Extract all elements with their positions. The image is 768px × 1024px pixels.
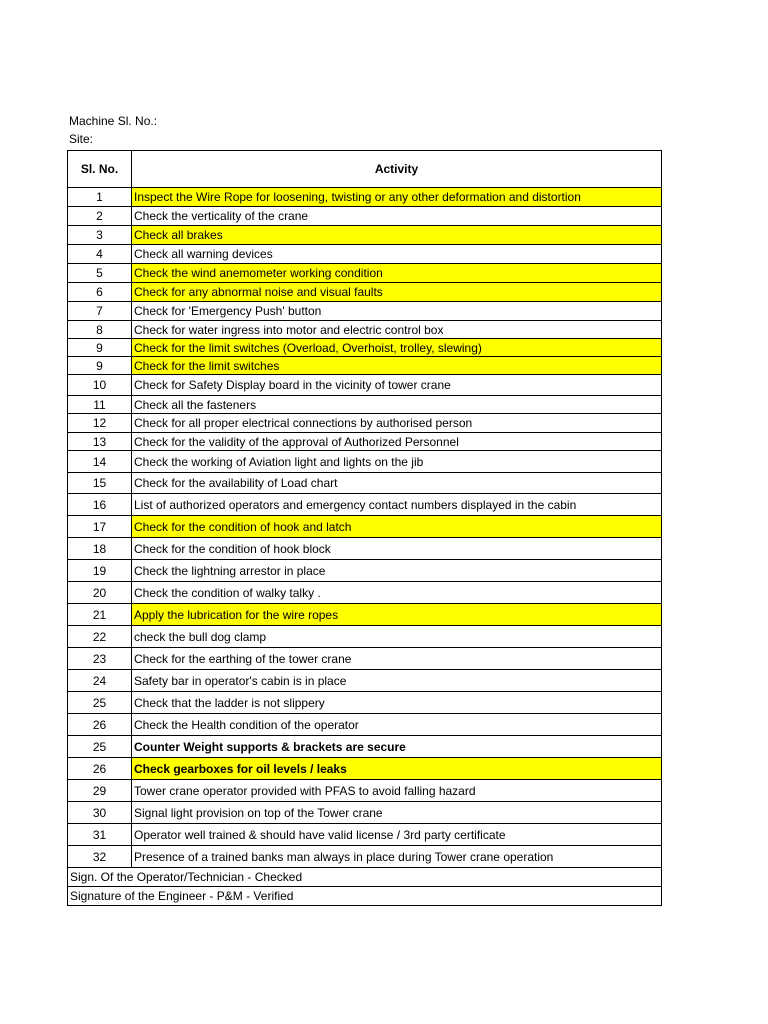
row-serial-number: 32 [68, 846, 132, 868]
row-serial-number: 25 [68, 692, 132, 714]
row-activity: Check the working of Aviation light and lights on the jib [132, 451, 662, 473]
row-activity: Tower crane operator provided with PFAS to avoid falling hazard [132, 780, 662, 802]
row-activity: Check the lightning arrestor in place [132, 560, 662, 582]
operator-signature-label: Sign. Of the Operator/Technician - Checked [68, 868, 662, 887]
row-serial-number: 29 [68, 780, 132, 802]
row-activity: Safety bar in operator's cabin is in place [132, 670, 662, 692]
row-activity: Presence of a trained banks man always in place during Tower crane operation [132, 846, 662, 868]
table-row [68, 538, 662, 560]
row-activity: Apply the lubrication for the wire ropes [132, 604, 662, 626]
row-serial-number: 30 [68, 802, 132, 824]
table-row [68, 451, 662, 473]
row-serial-number: 23 [68, 648, 132, 670]
row-activity: Check gearboxes for oil levels / leaks [132, 758, 662, 780]
row-activity: Check the Health condition of the operator [132, 714, 662, 736]
table-row [68, 758, 662, 780]
row-activity: Check all warning devices [132, 245, 662, 264]
engineer-signature-label: Signature of the Engineer - P&M - Verified [68, 887, 662, 906]
inspection-checklist-table [67, 150, 662, 906]
table-row [68, 824, 662, 846]
site-label: Site: [69, 132, 94, 146]
row-activity: Check the wind anemometer working condition [132, 264, 662, 283]
row-activity: Operator well trained & should have valid license / 3rd party certificate [132, 824, 662, 846]
row-activity: Check for the condition of hook block [132, 538, 662, 560]
row-serial-number: 2 [68, 207, 132, 226]
row-serial-number: 15 [68, 473, 132, 494]
signature-row-operator [68, 868, 662, 887]
table-row [68, 626, 662, 648]
row-activity: Check all the fasteners [132, 396, 662, 414]
row-serial-number: 22 [68, 626, 132, 648]
row-serial-number: 20 [68, 582, 132, 604]
table-row [68, 396, 662, 414]
row-serial-number: 7 [68, 302, 132, 321]
row-activity: Check for Safety Display board in the vicinity of tower crane [132, 375, 662, 396]
table-row [68, 226, 662, 245]
table-row [68, 736, 662, 758]
row-activity: Check for 'Emergency Push' button [132, 302, 662, 321]
table-row [68, 357, 662, 375]
table-row [68, 692, 662, 714]
row-activity: Check for all proper electrical connections by authorised person [132, 414, 662, 433]
table-row [68, 648, 662, 670]
table-row [68, 846, 662, 868]
row-serial-number: 9 [68, 339, 132, 357]
row-serial-number: 21 [68, 604, 132, 626]
signature-row-engineer [68, 887, 662, 906]
table-row [68, 414, 662, 433]
row-activity: Inspect the Wire Rope for loosening, twisting or any other deformation and distortion [132, 188, 662, 207]
table-row [68, 321, 662, 339]
table-row [68, 780, 662, 802]
row-serial-number: 26 [68, 714, 132, 736]
row-activity: Check all brakes [132, 226, 662, 245]
table-row [68, 433, 662, 451]
table-row [68, 516, 662, 538]
table-row [68, 582, 662, 604]
row-serial-number: 5 [68, 264, 132, 283]
row-activity: Check the condition of walky talky . [132, 582, 662, 604]
row-activity: check the bull dog clamp [132, 626, 662, 648]
table-row [68, 283, 662, 302]
row-serial-number: 24 [68, 670, 132, 692]
row-activity: Check for water ingress into motor and electric control box [132, 321, 662, 339]
row-activity: Signal light provision on top of the Tower crane [132, 802, 662, 824]
row-activity: Check for the limit switches [132, 357, 662, 375]
column-header-activity: Activity [132, 151, 662, 188]
row-serial-number: 17 [68, 516, 132, 538]
row-serial-number: 14 [68, 451, 132, 473]
row-serial-number: 16 [68, 494, 132, 516]
table-row [68, 670, 662, 692]
row-activity: Check that the ladder is not slippery [132, 692, 662, 714]
table-row [68, 604, 662, 626]
table-row [68, 245, 662, 264]
table-row [68, 302, 662, 321]
column-header-sl-no: Sl. No. [68, 151, 132, 188]
signature-section [68, 868, 662, 906]
row-serial-number: 3 [68, 226, 132, 245]
machine-serial-label: Machine Sl. No.: [69, 114, 158, 128]
row-serial-number: 19 [68, 560, 132, 582]
row-activity: Check for the availability of Load chart [132, 473, 662, 494]
table-row [68, 375, 662, 396]
row-serial-number: 26 [68, 758, 132, 780]
row-activity: Counter Weight supports & brackets are secure [132, 736, 662, 758]
row-serial-number: 1 [68, 188, 132, 207]
table-row [68, 494, 662, 516]
table-row [68, 207, 662, 226]
row-serial-number: 6 [68, 283, 132, 302]
row-activity: Check the verticality of the crane [132, 207, 662, 226]
row-activity: Check for the validity of the approval of Authorized Personnel [132, 433, 662, 451]
table-row [68, 473, 662, 494]
row-serial-number: 13 [68, 433, 132, 451]
row-serial-number: 11 [68, 396, 132, 414]
table-header-row [68, 151, 662, 188]
row-activity: Check for the condition of hook and latch [132, 516, 662, 538]
row-serial-number: 10 [68, 375, 132, 396]
row-activity: List of authorized operators and emergency contact numbers displayed in the cabin [132, 494, 662, 516]
row-activity: Check for the limit switches (Overload, Overhoist, trolley, slewing) [132, 339, 662, 357]
row-serial-number: 31 [68, 824, 132, 846]
row-serial-number: 9 [68, 357, 132, 375]
table-row [68, 188, 662, 207]
table-row [68, 714, 662, 736]
table-row [68, 560, 662, 582]
row-serial-number: 18 [68, 538, 132, 560]
table-row [68, 802, 662, 824]
row-activity: Check for the earthing of the tower crane [132, 648, 662, 670]
checklist-body [68, 188, 662, 868]
table-row [68, 264, 662, 283]
row-serial-number: 8 [68, 321, 132, 339]
table-row [68, 339, 662, 357]
row-serial-number: 25 [68, 736, 132, 758]
row-serial-number: 4 [68, 245, 132, 264]
row-activity: Check for any abnormal noise and visual faults [132, 283, 662, 302]
row-serial-number: 12 [68, 414, 132, 433]
